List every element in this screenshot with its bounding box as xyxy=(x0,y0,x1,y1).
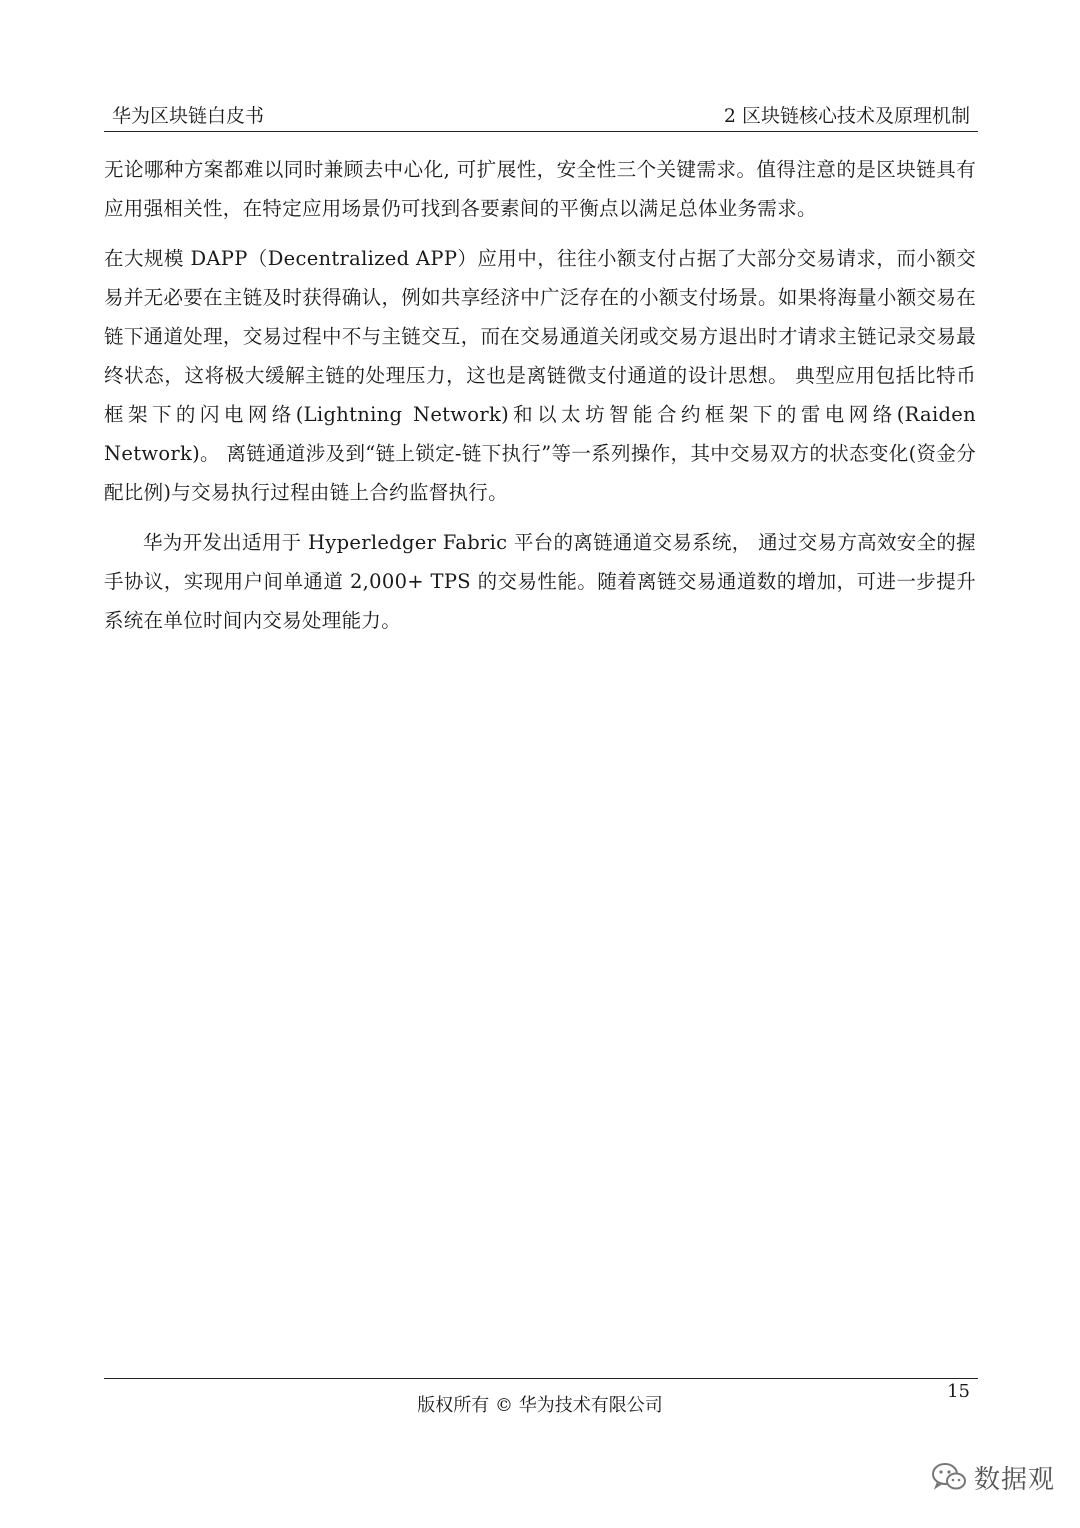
paragraph-1: 无论哪种方案都难以同时兼顾去中心化, 可扩展性，安全性三个关键需求。值得注意的是区块链具有应用强相关性，在特定应用场景仍可找到各要素间的平衡点以满足总体业务需求。 xyxy=(104,158,976,220)
watermark-text: 数据观 xyxy=(974,1464,1056,1495)
copyright-notice: 版权所有 © 华为技术有限公司 xyxy=(417,1395,663,1416)
paragraph-3: 华为开发出适用于 Hyperledger Fabric 平台的离链通道交易系统， 通过交易方高效安全的握手协议，实现用户间单通道 2,000+ TPS 的交易性能。随着离链交易通道数的增加，可进一步提升系统在单位时间内交易处理能力。 xyxy=(104,531,976,632)
wechat-icon xyxy=(930,1461,968,1493)
header-title: 华为区块链白皮书 xyxy=(112,105,265,127)
paragraph-2: 在大规模 DAPP（Decentralized APP）应用中，往往小额支付占据了大部分交易请求，而小额交易并无必要在主链及时获得确认，例如共享经济中广泛存在的小额支付场景。如果将海量小额交易在链下通道处理，交易过程中不与主链交互，而在交易通道关闭或交易方退出时才请求主链记录交易最终状态，这将极大缓解主链的处理压力，这也是离链微支付通道的设计思想。 典型应用包括比特币框架下的闪电网络(Lightning Network)和以太坊智能合约框架下的雷电网络(Raiden Network)。 离链通道涉及到“链上锁定-链下执行”等一系列操作，其中交易双方的状态变化(资金分配比例)与交易执行过程由链上合约监督执行。 xyxy=(104,247,976,504)
header-chapter: 2 区块链核心技术及原理机制 xyxy=(723,105,970,127)
page-number: 15 xyxy=(947,1381,970,1402)
watermark xyxy=(930,1452,1055,1502)
footer-divider xyxy=(104,1378,978,1379)
header-divider xyxy=(104,131,978,132)
body-text xyxy=(104,150,976,651)
